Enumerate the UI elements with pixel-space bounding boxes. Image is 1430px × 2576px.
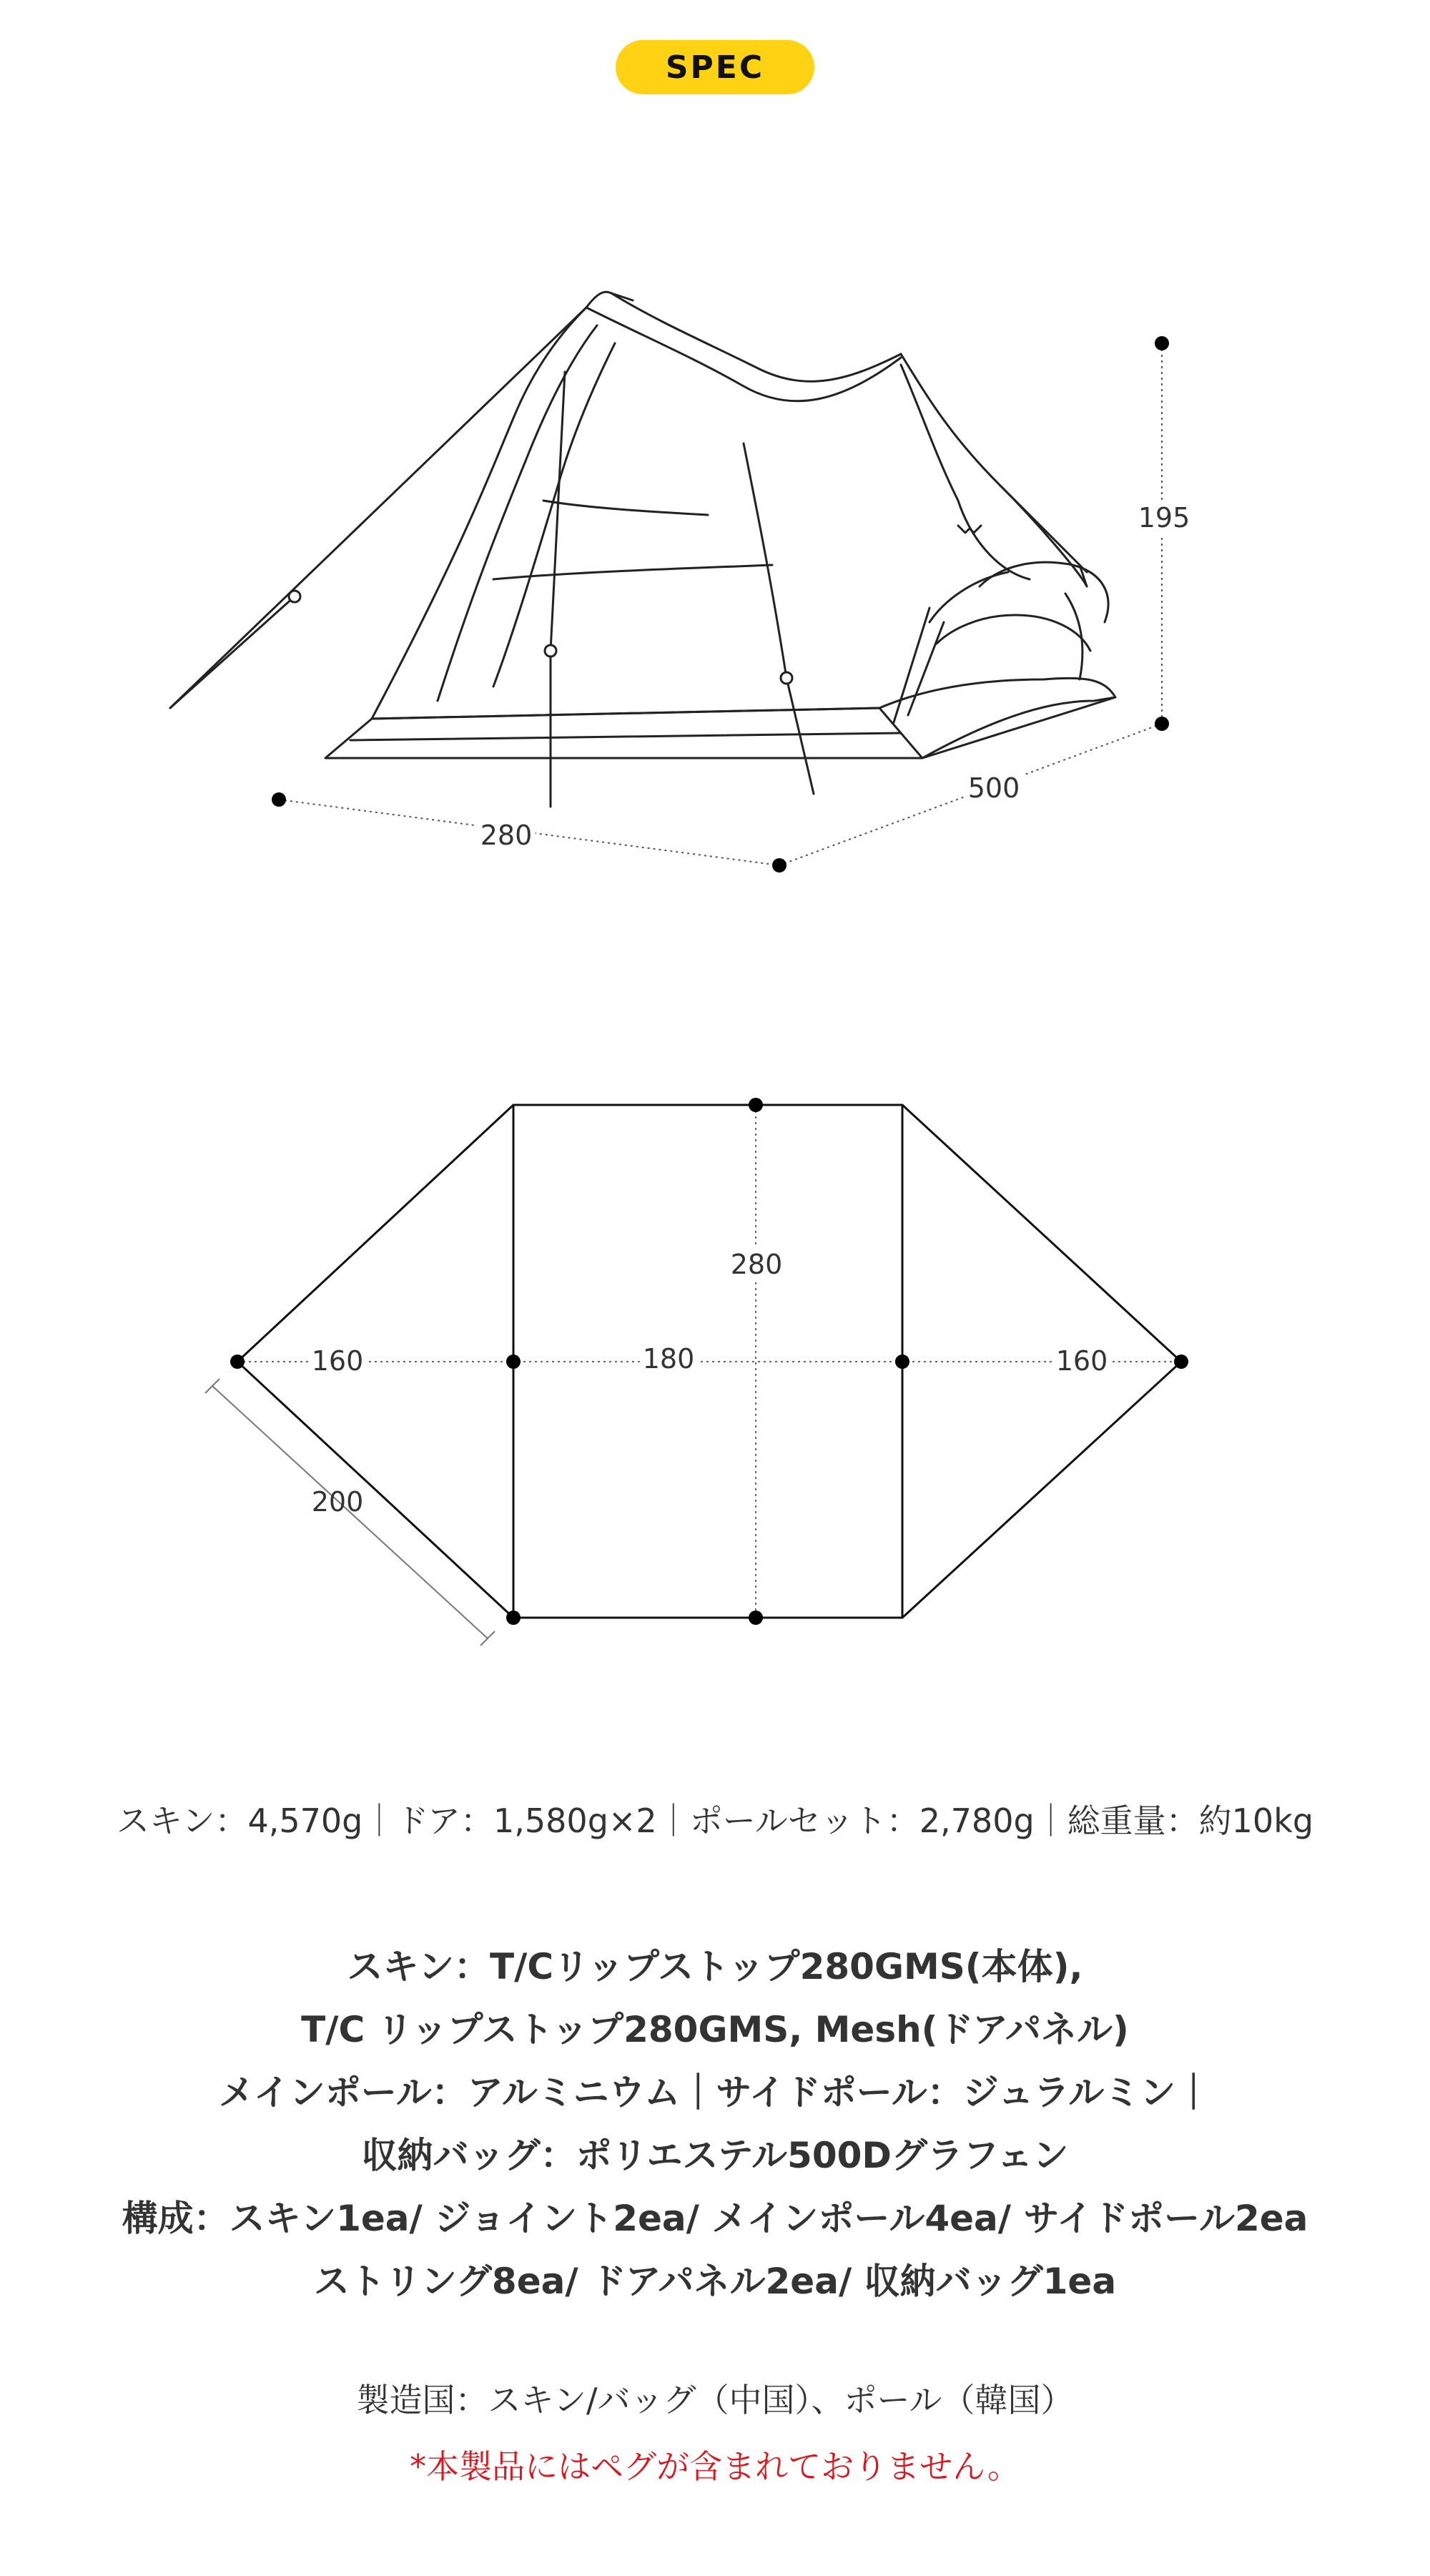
materials-line-2: T/C リップストップ280GMS, Mesh(ドアパネル)	[301, 2009, 1129, 2050]
plan-dot	[895, 1355, 909, 1369]
plan-right-vestibule-label: 160	[1053, 1344, 1111, 1377]
plan-dot	[506, 1611, 521, 1625]
plan-center-label: 180	[640, 1342, 698, 1375]
length-label: 500	[965, 772, 1023, 805]
plan-dot	[1174, 1355, 1188, 1369]
plan-dot	[506, 1355, 521, 1369]
height-label: 195	[1135, 501, 1193, 534]
plan-left-vestibule-label: 160	[309, 1344, 367, 1377]
width-label: 280	[478, 819, 536, 852]
weights-line: スキン：4,570g｜ドア：1,580g×2｜ポールセット：2,780g｜総重量：約10kg	[116, 1801, 1314, 1840]
plan-dot	[749, 1098, 763, 1112]
plan-dot	[230, 1355, 245, 1369]
spec-badge: SPEC	[616, 40, 814, 94]
materials-line-5: 構成：スキン1ea/ ジョイント2ea/ メインポール4ea/ サイドポール2ea	[122, 2198, 1308, 2239]
notice-line: *本製品にはペグが含まれておりません。	[410, 2447, 1020, 2486]
materials-line-3: メインポール：アルミニウム｜サイドポール：ジュラルミン｜	[218, 2072, 1212, 2113]
materials-line-1: スキン：T/Cリップストップ280GMS(本体),	[347, 1946, 1083, 1987]
plan-dot	[749, 1611, 763, 1625]
made-in-line: 製造国：スキン/バッグ（中国）、ポール（韓国）	[356, 2381, 1074, 2419]
plan-side-label: 200	[311, 1486, 364, 1518]
plan-depth-label: 280	[728, 1248, 786, 1281]
materials-line-4: 収納バッグ：ポリエステル500Dグラフェン	[361, 2135, 1069, 2176]
materials-line-6: ストリング8ea/ ドアパネル2ea/ 収納バッグ1ea	[313, 2261, 1117, 2302]
